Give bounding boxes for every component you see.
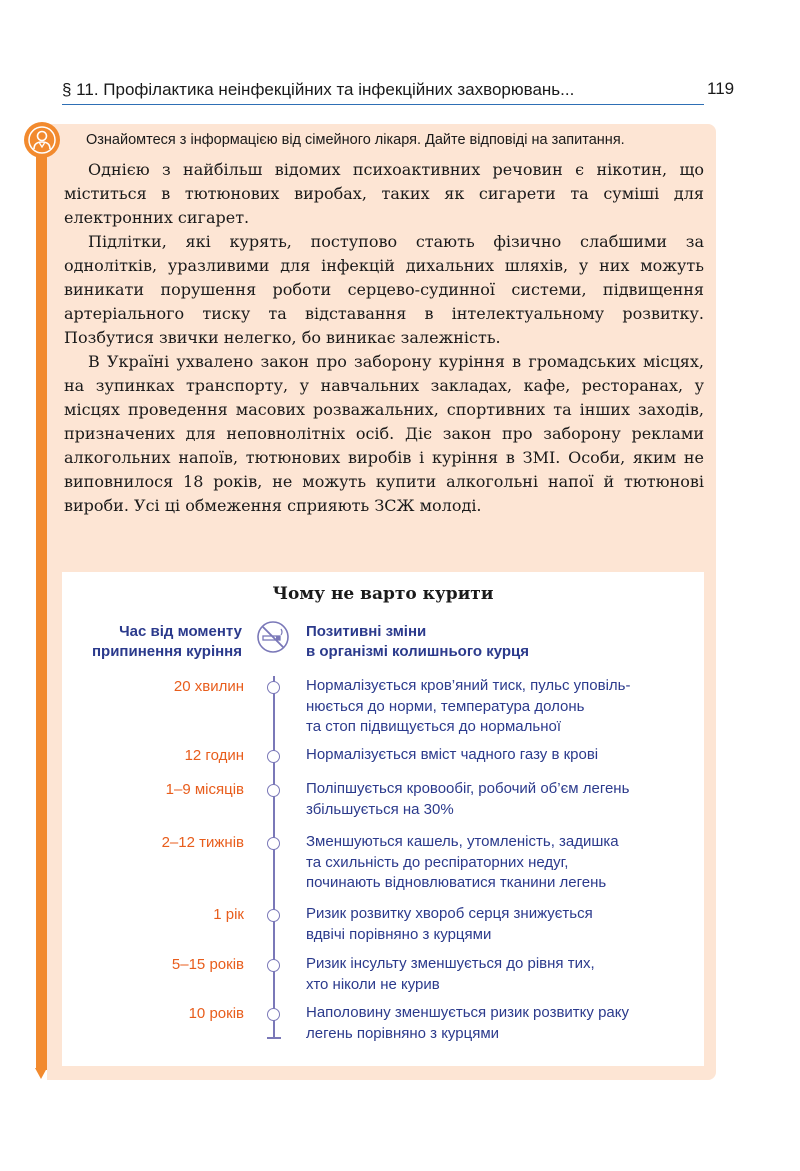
time-header-line2: припинення куріння: [91, 643, 242, 660]
timeline-marker: [267, 837, 280, 850]
doctor-info-text: [64, 158, 704, 518]
timeline-title: Чому не варто курити: [272, 584, 494, 604]
change-line: Наполовину зменшується ризик розвитку раку: [306, 1004, 629, 1021]
task-instruction: Ознайомтеся з інформацією від сімейного лікаря. Дайте відповіді на запитання.: [86, 132, 625, 148]
header-title: § 11. Профілактика неінфекційних та інфекційних захворювань...: [62, 80, 575, 99]
timeline-change: [306, 954, 696, 995]
timeline-time: 12 годин: [184, 747, 244, 764]
timeline-change: [306, 779, 696, 820]
changes-header-line1: Позитивні зміни: [306, 623, 427, 640]
timeline-time: 2–12 тижнів: [161, 834, 244, 851]
changes-header-line2: в організмі колишнього курця: [306, 643, 530, 660]
time-header-line1: Час від моменту: [119, 623, 242, 640]
timeline-time: 5–15 років: [171, 956, 244, 973]
timeline-end-tick: [267, 1037, 281, 1039]
timeline-change: [306, 676, 696, 738]
change-line: починають відновлюватися тканини легень: [306, 874, 607, 891]
change-line: нюється до норми, температура долонь: [306, 697, 585, 715]
timeline-marker: [267, 909, 280, 922]
timeline-time: 10 років: [188, 1005, 244, 1022]
side-arrow-icon: [35, 1068, 47, 1079]
changes-column-header: [306, 622, 529, 662]
timeline-change: [306, 1003, 696, 1044]
time-column-header: [92, 622, 242, 662]
change-line: Зменшуються кашель, утомленість, задишка: [306, 833, 619, 850]
no-smoking-icon: [256, 620, 290, 654]
change-line: збільшується на 30%: [306, 800, 454, 818]
timeline-marker: [267, 1008, 280, 1021]
change-line: Нормалізується кров’яний тиск, пульс уповіль-: [306, 677, 631, 694]
timeline-axis: [273, 676, 275, 1038]
change-line: Ризик розвитку хвороб серця знижується: [306, 905, 593, 922]
change-line: легень порівняно з курцями: [306, 1024, 500, 1042]
timeline-marker: [267, 959, 280, 972]
timeline-marker: [267, 681, 280, 694]
change-line: та стоп підвищується до нормальної: [306, 718, 561, 735]
page-number: 119: [707, 79, 735, 98]
change-line: Поліпшується кровообіг, робочий об’єм легень: [306, 780, 630, 797]
running-header: [62, 76, 704, 105]
paragraph-law: В Україні ухвалено закон про заборону куріння в громадських місцях, на зупинках транспорту, у навчальних закладах, кафе, ресторанах, у місцях проведення масових розважальних, спортивних та інших заходів, призначених для неповнолітніх осіб. Діє закон про заборону реклами алкогольних напоїв, тютюнових виробів і куріння в ЗМІ. Особи, яким не виповнилося 18 років, не можуть купити алкогольні напої й тютюнові вироби. Усі ці обмеження сприяють ЗСЖ молоді.: [64, 352, 704, 515]
change-line: Нормалізується вміст чадного газу в крові: [306, 746, 599, 763]
paragraph-teens: Підлітки, які курять, поступово стають фізично слабшими за однолітків, уразливими для інфекцій дихальних шляхів, у них можуть виникати порушення роботи серцево-судинної системи, підвищення артеріального тиску та відставання в інтелектуальному розвитку. Позбутися звички нелегко, бо виникає залежність.: [64, 232, 704, 347]
timeline-change: [306, 904, 696, 945]
smoking-timeline-card: [62, 572, 704, 1066]
timeline-change: [306, 745, 696, 766]
side-accent-bar: [36, 150, 47, 1070]
timeline-change: [306, 832, 696, 894]
change-line: хто ніколи не курив: [306, 975, 440, 993]
timeline-time: 1–9 місяців: [165, 781, 244, 798]
timeline-marker: [267, 750, 280, 763]
timeline-marker: [267, 784, 280, 797]
timeline-time: 20 хвилин: [173, 678, 244, 695]
change-line: вдвічі порівняно з курцями: [306, 925, 492, 943]
doctor-icon: [24, 122, 60, 158]
change-line: Ризик інсульту зменшується до рівня тих,: [306, 955, 595, 972]
paragraph-nicotine: Однією з найбільш відомих психоактивних речовин є нікотин, що міститься в тютюнових виробах, таких як сигарети та суміші для електронних сигарет.: [64, 160, 704, 227]
timeline-time: 1 рік: [213, 906, 244, 923]
change-line: та схильність до респіраторних недуг,: [306, 853, 569, 871]
